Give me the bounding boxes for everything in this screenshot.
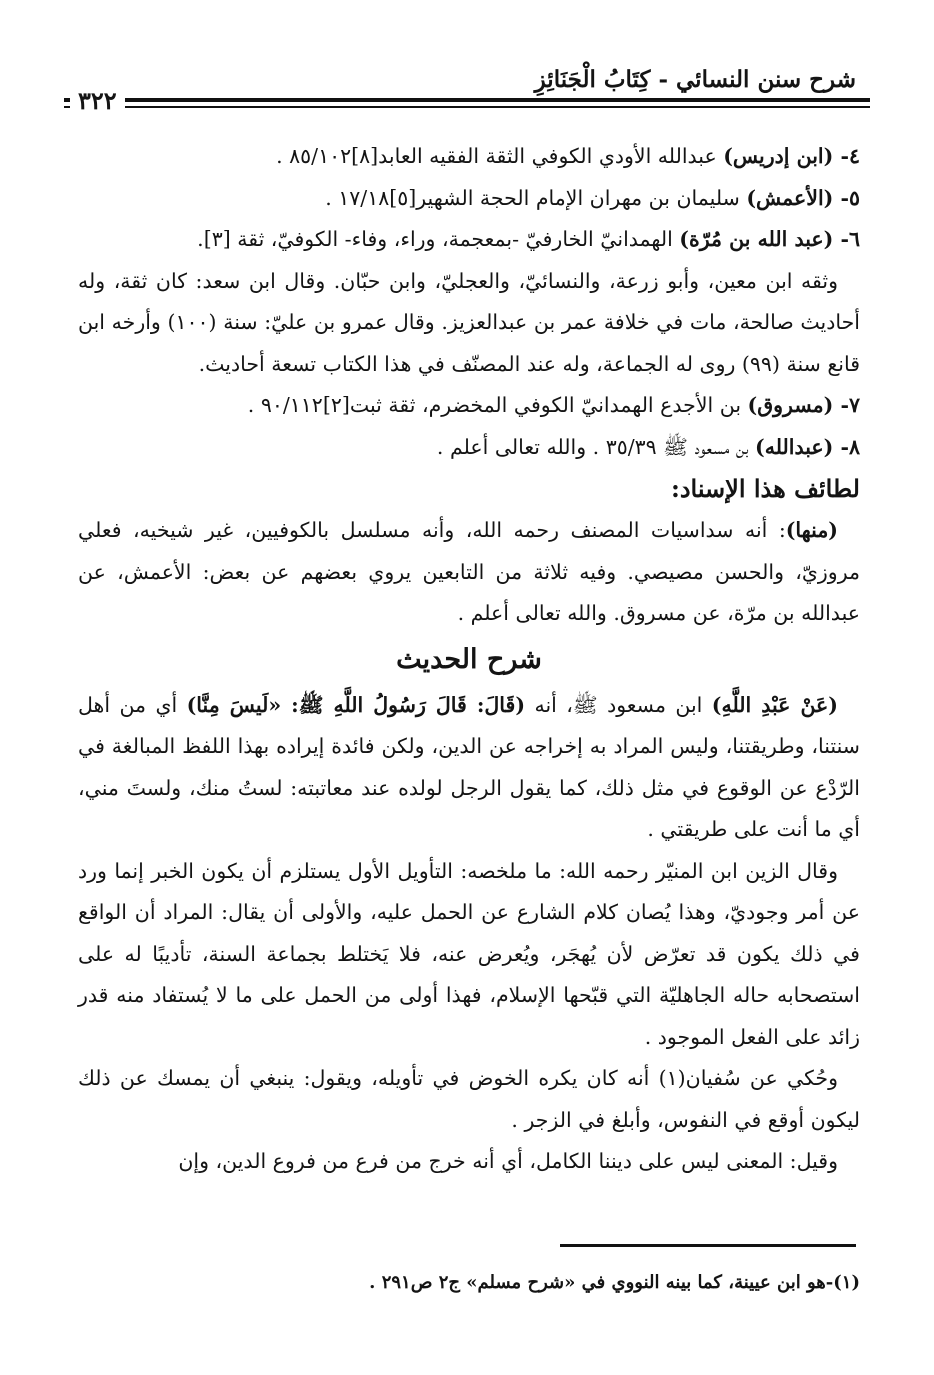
page-number: ٣٢٢ bbox=[70, 86, 125, 115]
narrator-desc: بن الأجدع الهمدانيّ الكوفي المخضرم، ثقة ثبت[٢]٩٠/١١٢ . bbox=[247, 393, 748, 417]
narrator-name: ٥- (الأعمش) bbox=[746, 185, 860, 210]
sharh-title: شرح الحديث bbox=[396, 643, 542, 675]
lataif-label: (منها) bbox=[785, 518, 838, 542]
narrator-desc: بن مسعود ﷺ ٣٥/٣٩ . والله تعالى أعلم . bbox=[436, 434, 756, 459]
paragraph: وقيل: المعنى ليس على ديننا الكامل، أي أنه خرج من فرع من فروع الدين، وإن bbox=[178, 1149, 838, 1173]
narrator-6 bbox=[78, 219, 860, 261]
hadith-matn: (عَنْ عَبْدِ اللَّهِ) bbox=[711, 692, 838, 717]
narrator-desc: الهمدانيّ الخارفيّ -بمعجمة، وراء، وفاء- الكوفيّ، ثقة [٣]. bbox=[197, 227, 680, 251]
footnote-rule bbox=[560, 1244, 856, 1247]
narrator-7 bbox=[78, 385, 860, 427]
paragraph: وحُكي عن سُفيان(١) أنه كان يكره الخوض في تأويله، ويقول: ينبغي أن يمسك عن ذلك ليكون أوقع في النفوس، وأبلغ في الزجر . bbox=[78, 1066, 860, 1132]
lataif-text: : أنه سداسيات المصنف رحمه الله، وأنه مسلسل بالكوفيين، غير شيخيه، فعلي مروزيّ، والحسن مصيصي. وفيه ثلاثة من التابعين يروي بعضهم عن بعض: الأعمش، عن عبدالله بن مرّة، عن مسروق. والله تعالى أعلم . bbox=[78, 518, 860, 625]
header-rule-thin bbox=[64, 106, 870, 108]
lataif-heading: لطائف هذا الإسناد: bbox=[670, 474, 860, 503]
narrator-8 bbox=[78, 427, 860, 469]
main-text bbox=[78, 136, 860, 1183]
lataif-paragraph bbox=[78, 510, 860, 635]
running-title: شرح سنن النسائي - كِتَابُ الْجَنَائِزِ bbox=[534, 66, 856, 93]
narrator-desc: سليمان بن مهران الإمام الحجة الشهير[٥]١٧/١٨ . bbox=[325, 185, 747, 210]
narrator-name: ٨- (عبدالله) bbox=[755, 434, 860, 459]
footnote: (١)-هو ابن عيينة، كما بينه النووي في «شرح مسلم» ج٢ ص٢٩١ . bbox=[369, 1272, 860, 1293]
hadith-matn: (قَالَ: قَالَ رَسُولُ اللَّهِ ﷺ: «لَيسَ مِنَّا) bbox=[186, 692, 526, 717]
narrator-name: ٧- (مسروق) bbox=[747, 393, 860, 417]
narrator-name: ٦- (عبد الله بن مُرّة) bbox=[679, 227, 860, 251]
narrator-desc: عبدالله الأودي الكوفي الثقة الفقيه العابد[٨]٨٥/١٠٢ . bbox=[276, 144, 724, 168]
narrator-6-detail: وثقه ابن معين، وأبو زرعة، والنسائيّ، والعجليّ، وابن حبّان. وقال ابن سعد: كان ثقة، وله أحاديث صالحة، مات في خلافة عمر بن عبدالعزيز. وقال عمرو بن عليّ: سنة (١٠٠) وأرخه ابن قانع سنة (٩٩) روى له الجماعة، وله عند المصنّف في هذا الكتاب تسعة أحاديث. bbox=[78, 268, 860, 376]
narrator-name: ٤- (ابن إدريس) bbox=[723, 144, 860, 168]
hadith-text: أي من أهل سنتنا، وطريقتنا، وليس المراد به إخراجه عن الدين، ولكن فائدة إيراده بهذا اللفظ المبالغة في الرّدْع عن الوقوع في مثل ذلك، كما يقول الرجل لولده عند معاتبته: لستُ منك، ولستَ مني، أي ما أنت على طريقتي . bbox=[78, 692, 860, 841]
page-header bbox=[64, 58, 870, 118]
header-rule-thick bbox=[64, 98, 870, 102]
paragraph: وقال الزين ابن المنيّر رحمه الله: ما ملخصه: التأويل الأول يستلزم أن يكون الخبر إنما ورد عن أمر وجوديّ، وهذا يُصان كلام الشارع عن الحمل عليه، والأولى أن يقال: المراد أن الواقع في ذلك يكون قد تعرّض لأن يُهجَر، ويُعرض عنه، فلا يَختلط بجماعة السنة، تأديبًا له على استصحابه حاله الجاهليّة التي قبّحها الإسلام، فهذا أولى من الحمل على ما لا يُستفاد منه قدر زائد على الفعل الموجود . bbox=[78, 858, 860, 1049]
hadith-text: ابن مسعود ﷺ، أنه bbox=[525, 692, 712, 717]
hadith-paragraph bbox=[78, 685, 860, 851]
narrator-5 bbox=[78, 178, 860, 220]
narrator-4 bbox=[78, 136, 860, 178]
